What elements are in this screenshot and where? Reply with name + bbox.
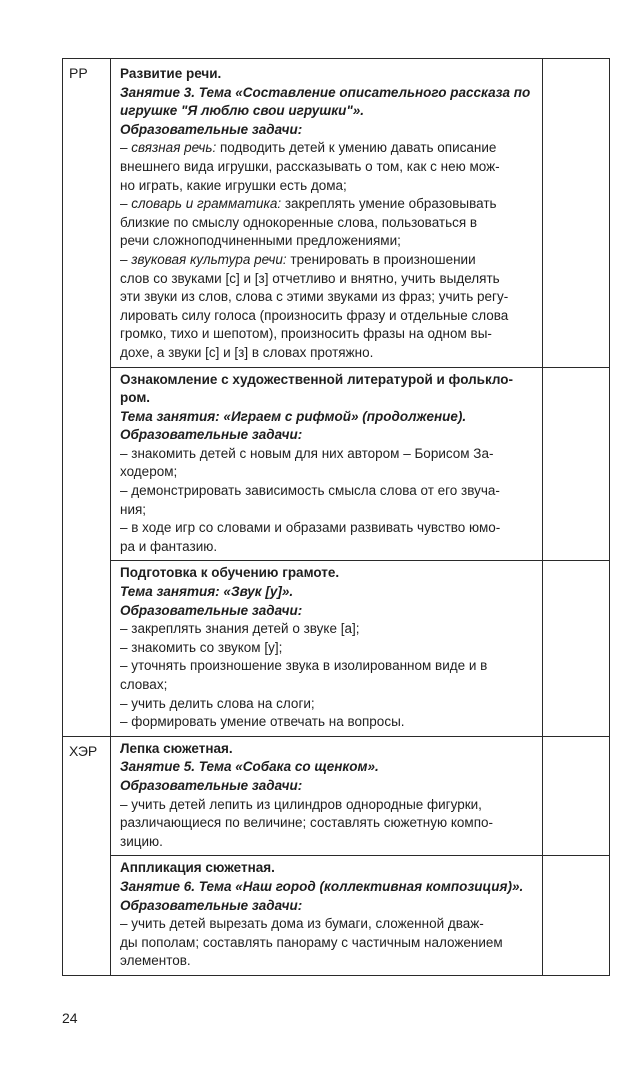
text-line [120, 307, 536, 326]
text-line [120, 325, 536, 344]
text-line [120, 158, 536, 177]
text-segment: внешнего вида игрушки, рассказывать о том, как с нею мож- [120, 158, 500, 174]
text-segment: громко, тихо и шепотом), произносить фразы на одном вы- [120, 326, 492, 342]
text-line [120, 695, 536, 714]
text-line [120, 102, 536, 121]
text-line [120, 232, 536, 251]
text-segment: ром. [120, 390, 151, 406]
text-line [120, 583, 536, 602]
text-segment: – [120, 196, 132, 212]
text-line [120, 740, 536, 759]
text-segment: – знакомить со звуком [у]; [120, 639, 283, 655]
text-segment: Занятие 5. Тема «Собака со щенком». [120, 759, 379, 775]
text-line [120, 65, 536, 84]
area-code: ХЭР [69, 742, 98, 759]
text-segment: Образовательные задачи: [120, 121, 303, 137]
text-line [120, 620, 536, 639]
text-segment: различающиеся по величине; составлять сюжетную компо- [120, 815, 494, 831]
lesson-block [111, 737, 542, 856]
text-line [120, 833, 536, 852]
text-line [120, 519, 536, 538]
text-line [120, 121, 536, 140]
text-line [120, 195, 536, 214]
text-segment: Образовательные задачи: [120, 427, 303, 443]
notes-cell [543, 367, 610, 561]
text-segment: но играть, какие игрушки есть дома; [120, 177, 347, 193]
text-line [120, 602, 536, 621]
text-line [120, 713, 536, 732]
text-segment: – формировать умение отвечать на вопросы. [120, 714, 405, 730]
text-segment: связная речь: [131, 140, 217, 156]
text-line [120, 426, 536, 445]
text-line [120, 389, 536, 408]
text-segment: словарь и грамматика: [131, 196, 282, 212]
text-line [120, 214, 536, 233]
text-line [120, 177, 536, 196]
text-segment: Тема занятия: «Играем с рифмой» (продолжение). [120, 408, 467, 424]
lesson-plan-table [62, 58, 610, 976]
text-segment: эти звуки из слов, слова с этими звуками из фраз; учить регу- [120, 289, 509, 305]
text-segment: подводить детей к умению давать описание [216, 140, 497, 156]
text-segment: Образовательные задачи: [120, 602, 303, 618]
text-line [120, 859, 536, 878]
lesson-content-cell [111, 856, 543, 976]
text-segment: зицию. [120, 833, 163, 849]
text-segment: дохе, а звуки [с] и [з] в словах протяжно. [120, 344, 374, 360]
text-segment: звуковая культура речи: [131, 251, 287, 267]
text-line [120, 777, 536, 796]
text-segment: Образовательные задачи: [120, 897, 303, 913]
text-segment: Лепка сюжетная. [120, 740, 233, 756]
lesson-content-cell [111, 736, 543, 856]
text-line [120, 878, 536, 897]
text-segment: Тема занятия: «Звук [у]». [120, 584, 294, 600]
text-line [120, 463, 536, 482]
text-segment: – закреплять знания детей о звуке [а]; [120, 621, 360, 637]
text-segment: тренировать в произношении [286, 251, 476, 267]
text-line [120, 445, 536, 464]
text-segment: лировать силу голоса (произносить фразу и отдельные слова [120, 307, 509, 323]
text-segment: слов со звуками [с] и [з] отчетливо и внятно, учить выделять [120, 270, 500, 286]
text-segment: – уточнять произношение звука в изолированном виде и в [120, 658, 488, 674]
text-line [120, 676, 536, 695]
area-code-cell [63, 59, 111, 737]
lesson-block [111, 561, 542, 735]
text-segment: – [120, 140, 132, 156]
text-segment: – учить детей вырезать дома из бумаги, сложенной дваж- [120, 916, 484, 932]
text-segment: Занятие 3. Тема «Составление описательного рассказа по [120, 84, 531, 100]
text-segment: Аппликация сюжетная. [120, 860, 275, 876]
notes-cell [543, 59, 610, 368]
area-code-cell [63, 736, 111, 975]
notes-cell [543, 561, 610, 736]
text-segment: речи сложноподчиненными предложениями; [120, 233, 401, 249]
table-row [63, 736, 610, 856]
text-line [120, 814, 536, 833]
text-segment: закреплять умение образовывать [281, 196, 497, 212]
text-line [120, 288, 536, 307]
text-line [120, 270, 536, 289]
text-line [120, 371, 536, 390]
text-segment: Подготовка к обучению грамоте. [120, 565, 340, 581]
text-line [120, 344, 536, 363]
text-segment: – учить делить слова на слоги; [120, 695, 315, 711]
text-line [120, 538, 536, 557]
lesson-block [111, 59, 542, 367]
table-row [63, 367, 610, 561]
text-line [120, 758, 536, 777]
area-code: РР [69, 65, 88, 81]
lesson-content-cell [111, 59, 543, 368]
text-line [120, 139, 536, 158]
text-line [120, 408, 536, 427]
text-segment: Образовательные задачи: [120, 777, 303, 793]
text-segment: словах; [120, 677, 168, 692]
text-line [120, 657, 536, 676]
lesson-block [111, 856, 542, 975]
text-line [120, 915, 536, 934]
text-line [120, 501, 536, 520]
text-line [120, 251, 536, 270]
text-line [120, 796, 536, 815]
text-segment: – в ходе игр со словами и образами развивать чувство юмо- [120, 520, 501, 536]
text-line [120, 952, 536, 971]
table-row [63, 856, 610, 976]
lesson-content-cell [111, 561, 543, 736]
text-segment: ния; [120, 501, 147, 517]
table-row [63, 59, 610, 368]
text-segment: элементов. [120, 953, 191, 969]
text-line [120, 564, 536, 583]
text-line [120, 639, 536, 658]
text-segment: ходером; [120, 464, 178, 480]
text-line [120, 482, 536, 501]
notes-cell [543, 736, 610, 856]
table-body [63, 59, 610, 976]
text-segment: игрушке "Я люблю свои игрушки"». [120, 103, 365, 119]
text-segment: – демонстрировать зависимость смысла слова от его звуча- [120, 483, 500, 499]
text-segment: ды пополам; составлять панораму с частичным наложением [120, 934, 503, 950]
text-line [120, 897, 536, 916]
text-line [120, 84, 536, 103]
text-segment: Ознакомление с художественной литературой и фолькло- [120, 371, 514, 387]
table-row [63, 561, 610, 736]
text-segment: – учить детей лепить из цилиндров однородные фигурки, [120, 796, 482, 812]
text-line [120, 934, 536, 953]
lesson-content-cell [111, 367, 543, 561]
text-segment: Занятие 6. Тема «Наш город (коллективная композиция)». [120, 878, 524, 894]
lesson-block [111, 368, 542, 561]
text-segment: – [120, 251, 132, 267]
text-segment: Развитие речи. [120, 66, 222, 81]
text-segment: близкие по смыслу однокоренные слова, пользоваться в [120, 214, 478, 230]
notes-cell [543, 856, 610, 976]
page-number: 24 [62, 1010, 78, 1026]
text-segment: – знакомить детей с новым для них автором – Борисом За- [120, 445, 494, 461]
text-segment: ра и фантазию. [120, 538, 218, 554]
